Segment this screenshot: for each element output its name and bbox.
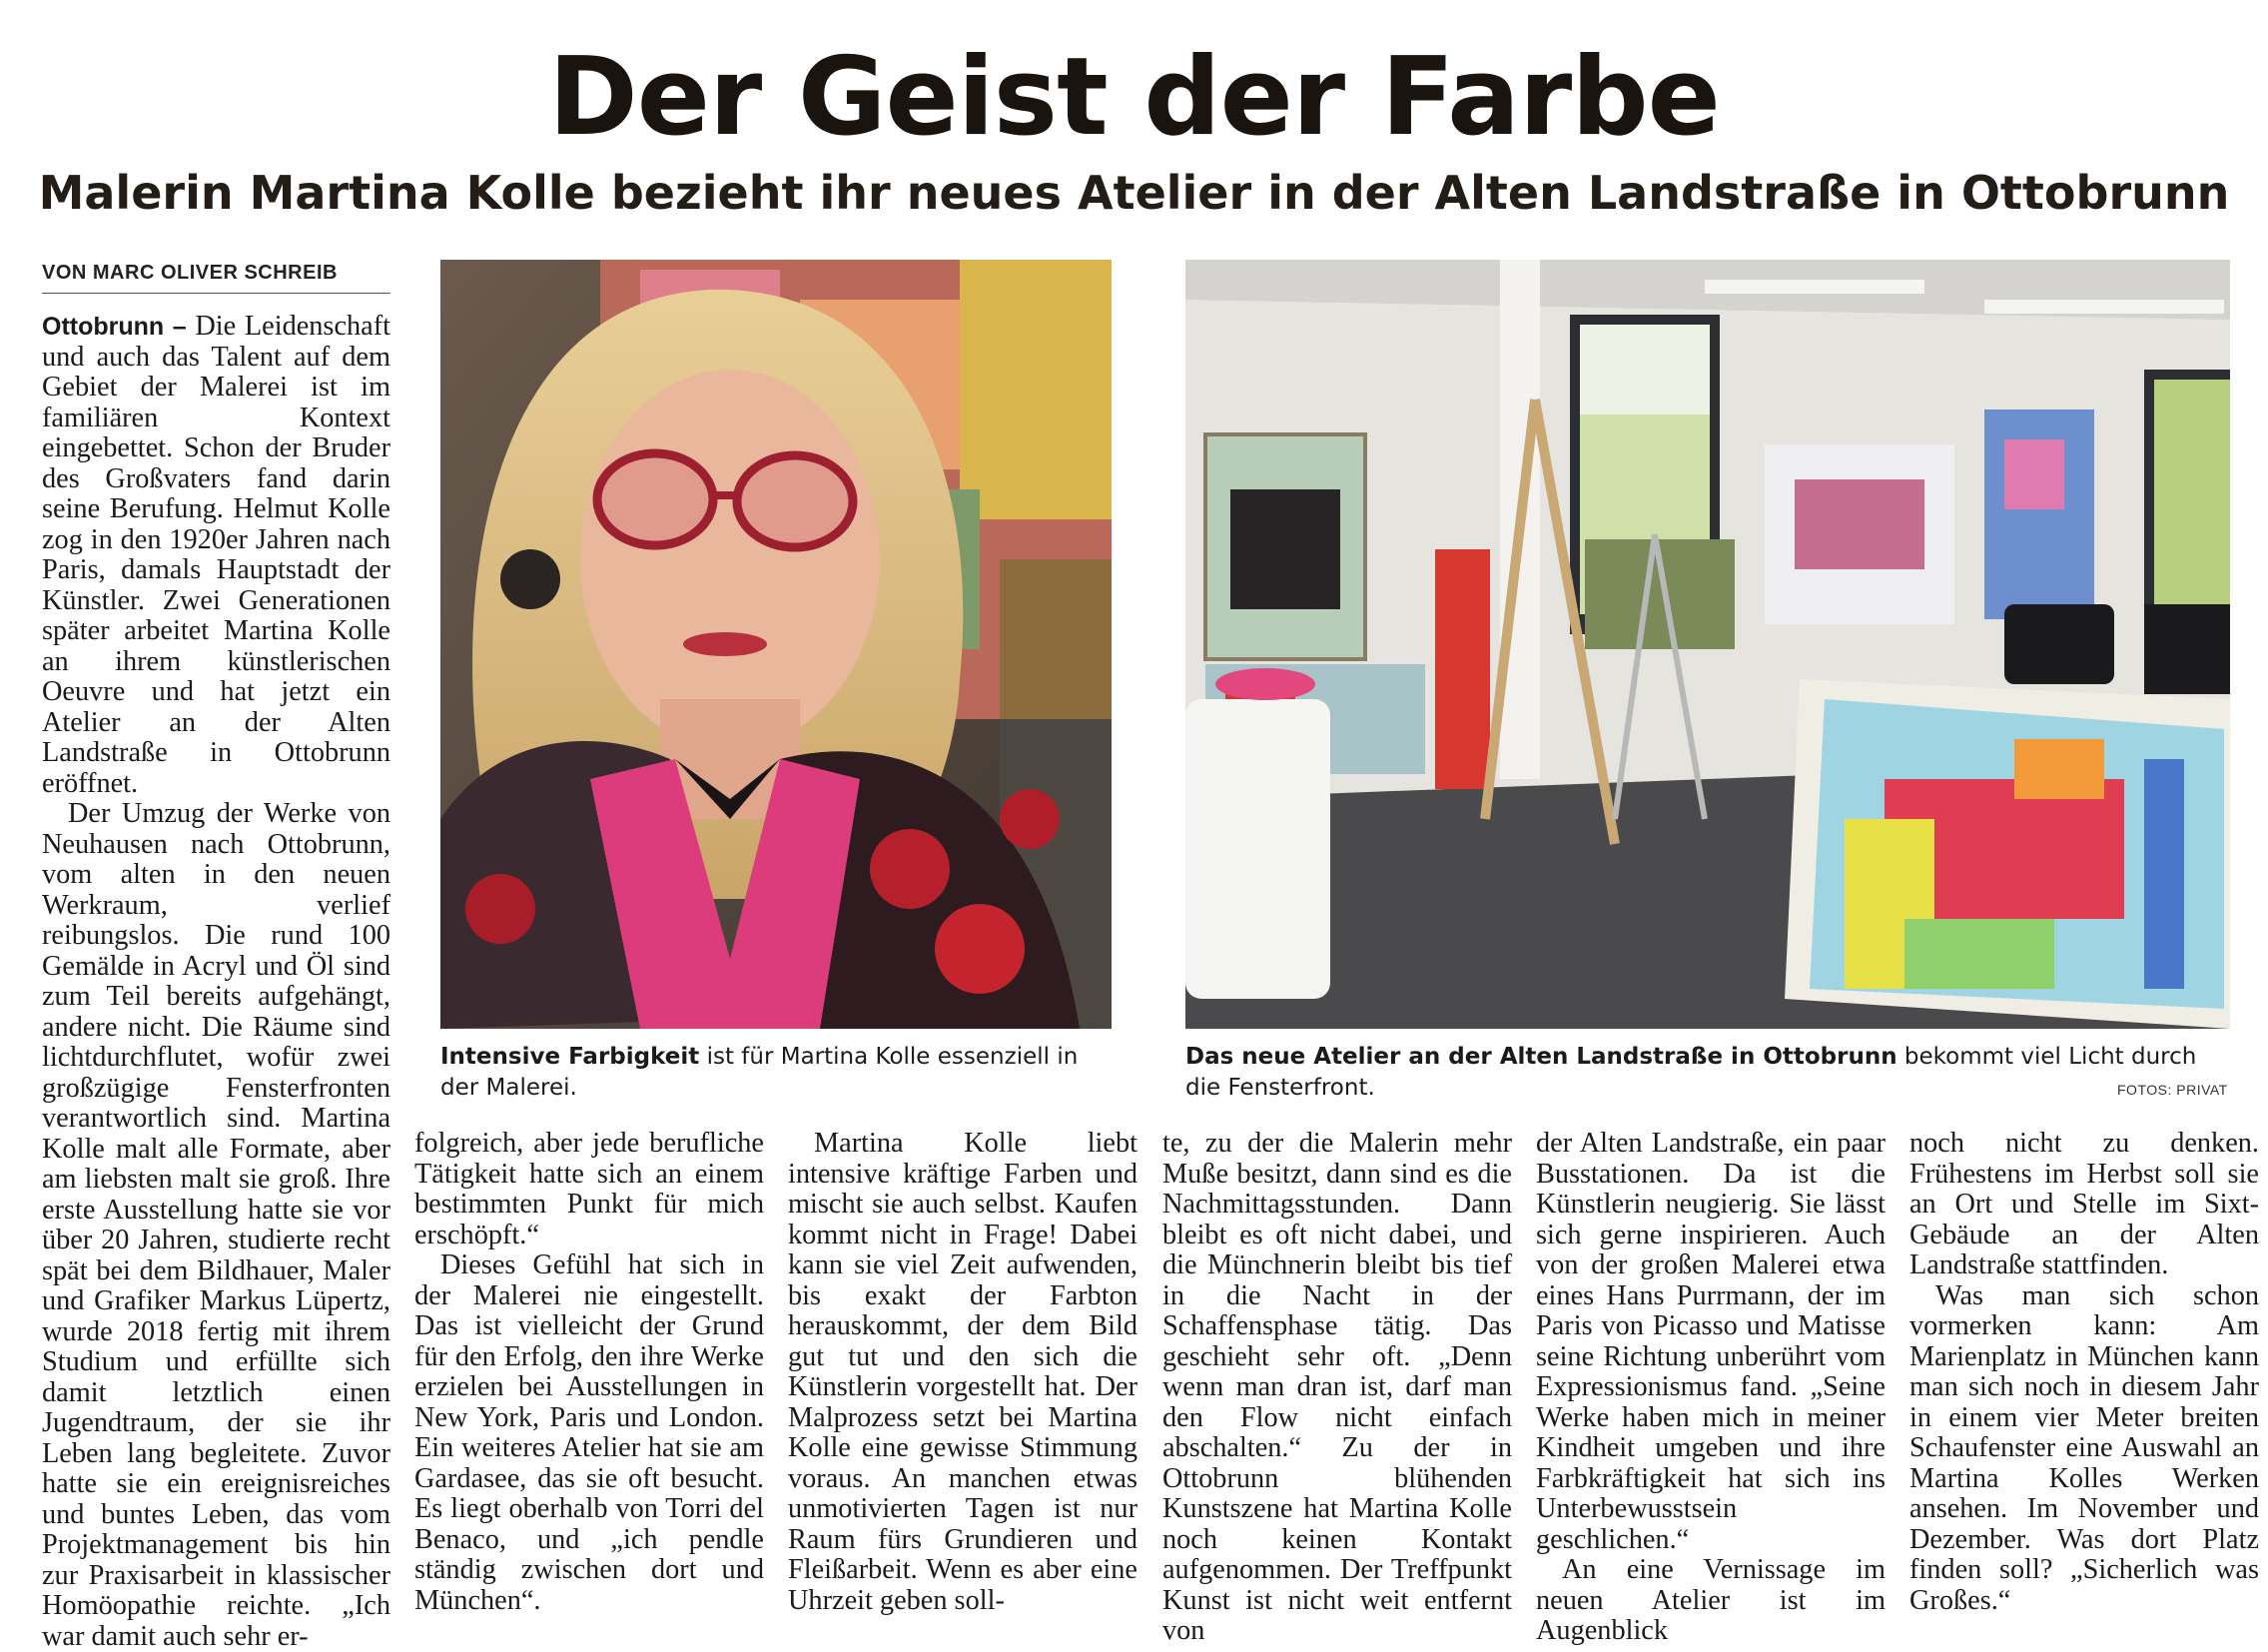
- article-column-6: [1909, 1129, 2259, 1616]
- photo-caption-right: [1185, 1042, 2230, 1104]
- article-column-5: [1536, 1129, 1886, 1647]
- caption-bold: Das neue Atelier an der Alten Landstraße in Ottobrunn: [1185, 1044, 1897, 1070]
- atelier-image: [1185, 260, 2230, 1029]
- byline: VON MARC OLIVER SCHREIB: [42, 262, 390, 294]
- atelier-photo: [1185, 260, 2230, 1029]
- portrait-photo: [440, 260, 1112, 1029]
- article-paragraph: Dieses Gefühl hat sich in der Malerei nie eingestellt. Das ist vielleicht der Grund für den Erfolg, den ihre Werke erzielen bei Ausstellungen in New York, Paris und London. Ein weiteres Atelier hat sie am Gardasee, das sie oft besucht. Es liegt oberhalb von Torri del Benaco, und „ich pendle ständig zwischen dort und München“.: [414, 1249, 764, 1616]
- article-paragraph: Was man sich schon vormerken kann: Am Marienplatz in München kann man sich noch in diesem Jahr in einem vier Meter breiten Schaufenster eine Auswahl an Martina Kolles Werken ansehen. Im November und Dezember. Was dort Platz finden soll? „Sicherlich was Großes.“: [1909, 1279, 2259, 1616]
- article-column-4: [1162, 1129, 1512, 1647]
- article-column-3: [788, 1129, 1137, 1616]
- paragraph-text: Die Leidenschaft und auch das Talent auf dem Gebiet der Malerei ist im familiären Kontext eingebettet. Schon der Bruder des Großvaters fand darin seine Berufung. Helmut Kolle zog in den 1920er Jahren nach Paris, damals Hauptstadt der Künstler. Zwei Generationen später arbeitet Martina Kolle an ihrem künstlerischen Oeuvre und hat jetzt ein Atelier an der Alten Landstraße in Ottobrunn eröffnet.: [42, 311, 390, 799]
- article-paragraph: [42, 312, 390, 799]
- article-column-1: [42, 312, 390, 1652]
- article-paragraph: der Alten Landstraße, ein paar Busstationen. Da ist die Künstlerin neugierig. Sie lässt sich gerne inspirieren. Auch von der großen Malerei etwa eines Hans Purrmann, der im Paris von Picasso und Matisse seine Richtung unberührt vom Expressionismus fand. „Seine Werke haben mich in meiner Kindheit umgeben und ihre Farbkräftigkeit hat sich ins Unterbewusstsein geschlichen.“: [1536, 1128, 1886, 1555]
- headline: Der Geist der Farbe: [548, 35, 1720, 160]
- photo-caption-left: [440, 1042, 1112, 1104]
- article-paragraph: noch nicht zu denken. Frühestens im Herbst soll sie an Ort und Stelle im Sixt-Gebäude an der Alten Landstraße stattfinden.: [1909, 1128, 2259, 1280]
- article-paragraph: Der Umzug der Werke von Neuhausen nach Ottobrunn, vom alten in den neuen Werkraum, verlief reibungslos. Die rund 100 Gemälde in Acryl und Öl sind zum Teil bereits aufgehängt, andere nicht. Die Räume sind lichtdurchflutet, wofür zwei großzügige Fensterfronten verantwortlich sind. Martina Kolle malt alle Formate, aber am liebsten malt sie groß. Ihre erste Ausstellung hatte sie vor über 20 Jahren, studierte recht spät bei dem Bildhauer, Maler und Grafiker Markus Lüpertz, wurde 2018 fertig mit ihrem Studium und erfüllte sich damit letztlich einen Jugendtraum, der sie ihr Leben lang begleitete. Zuvor hatte sie ein ereignisreiches und buntes Leben, das vom Projektmanagement bis hin zur Praxisarbeit in klassischer Homöopathie reichte. „Ich war damit auch sehr er-: [42, 798, 390, 1652]
- caption-text: ist für Martina Kolle essenziell in der Malerei.: [440, 1044, 1079, 1101]
- dateline: Ottobrunn –: [42, 313, 187, 341]
- article-paragraph: te, zu der die Malerin mehr Muße besitzt, dann sind es die Nachmittagsstunden. Dann bleibt es oft nicht dabei, und die Münchnerin bleibt bis tief in die Nacht in der Schaffensphase tätig. Das geschieht sehr oft. „Denn wenn man dran ist, darf man den Flow nicht einfach abschalten.“ Zu der in Ottobrunn blühenden Kunstszene hat Martina Kolle noch keinen Kontakt aufgenommen. Der Treffpunkt Kunst ist nicht weit entfernt von: [1162, 1128, 1512, 1646]
- article-paragraph: An eine Vernissage im neuen Atelier ist im Augenblick: [1536, 1554, 1886, 1646]
- article-column-2: [414, 1129, 764, 1616]
- portrait-image: [440, 260, 1112, 1029]
- caption-text: bekommt viel Licht durch die Fensterfront.: [1185, 1044, 2197, 1101]
- caption-bold: Intensive Farbigkeit: [440, 1044, 700, 1070]
- article-paragraph: Martina Kolle liebt intensive kräftige Farben und mischt sie auch selbst. Kaufen kommt nicht in Frage! Dabei kann sie viel Zeit aufwenden, bis exakt der Farbton herauskommt, der dem Bild gut tut und den sich die Künstlerin vorgestellt hat. Der Malprozess setzt bei Martina Kolle eine gewisse Stimmung voraus. An manchen etwas unmotivierten Tagen ist nur Raum fürs Grundieren und Fleißarbeit. Wenn es aber eine Uhrzeit geben soll-: [788, 1128, 1137, 1616]
- article-paragraph: folgreich, aber jede berufliche Tätigkeit hatte sich an einem bestimmten Punkt für mich erschöpft.“: [414, 1128, 764, 1250]
- photo-credit: FOTOS: PRIVAT: [2117, 1082, 2228, 1098]
- subheadline: Malerin Martina Kolle bezieht ihr neues Atelier in der Alten Landstraße in Ottobrunn: [38, 166, 2230, 220]
